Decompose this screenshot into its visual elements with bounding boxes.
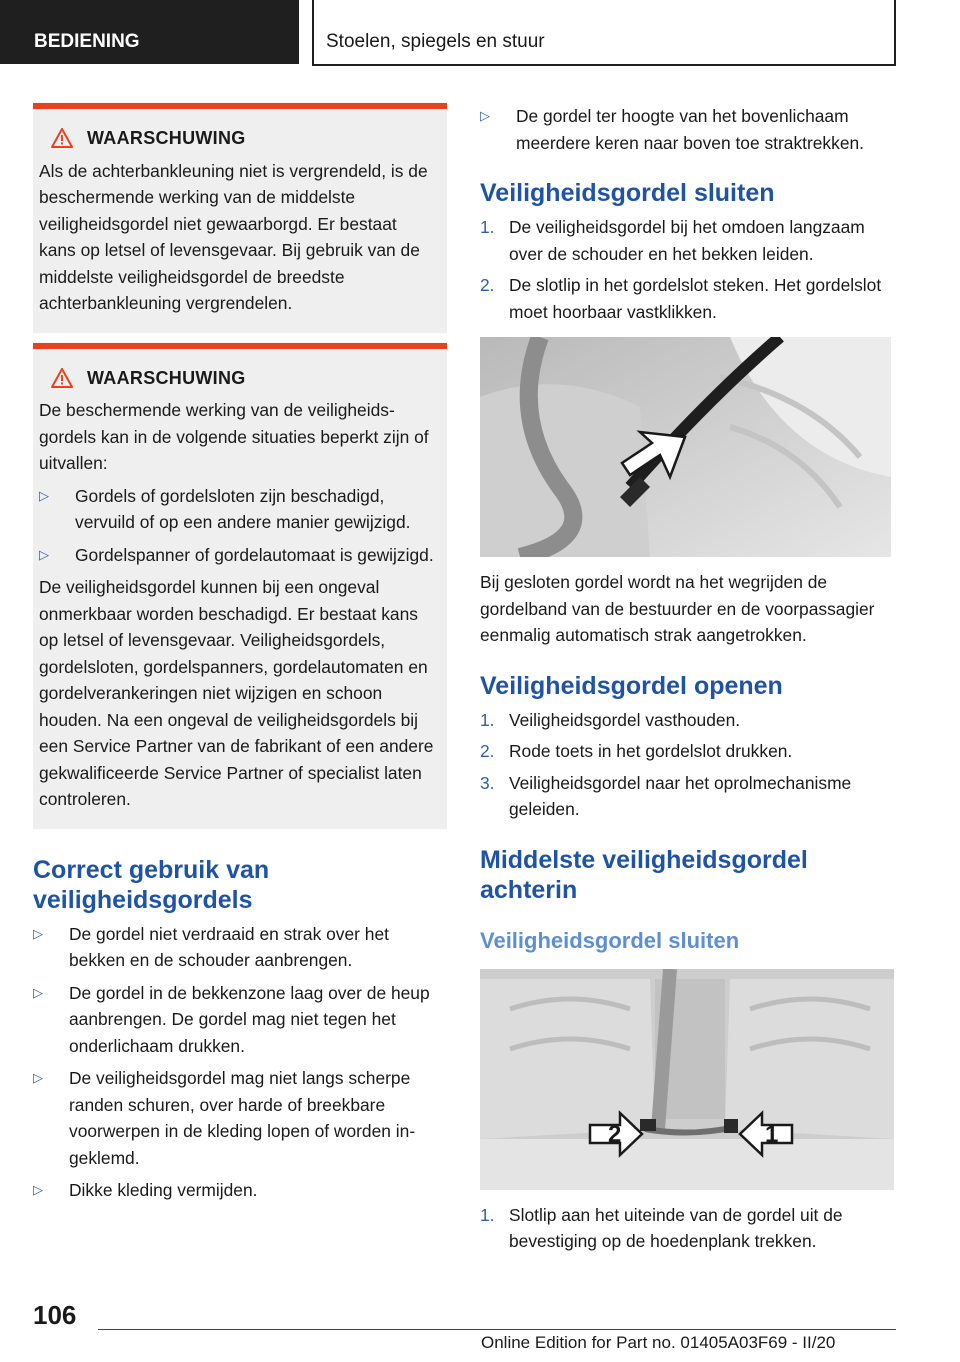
section-heading-close-belt: Veiligheidsgordel sluiten: [480, 179, 775, 207]
section-tab: BEDIENING: [0, 0, 299, 64]
warning-outro: De veiligheidsgordel kunnen bij een ongeval onmerkbaar worden beschadigd. Er bestaat kans op letsel of levensgevaar. Veiligheidsgordels, gordelsloten, gordelspanners, gordelautomaten en gordelverankeringen niet wijzigen en schoon houden. Na een ongeval de veiligheidsgordels bij een Service Partner van de fabrikant of een andere gekwalificeerde Service Partner of specialist laten controleren.: [39, 577, 434, 809]
footer-divider: [98, 1329, 896, 1330]
list-item: ▷ De gordel ter hoogte van het bovenlichaam meerdere keren naar boven toe straktrekken.: [480, 103, 892, 156]
list-item: ▷ Gordelspanner of gordelautomaat is gewijzigd.: [39, 542, 437, 569]
list-item: ▷ De veiligheidsgordel mag niet langs scherpe randen schuren, over harde of breekbare voorwerpen in de kleding lopen of worden ingeklemd.: [33, 1065, 447, 1171]
step-number: 3.: [480, 772, 495, 793]
open-belt-steps: [480, 707, 892, 823]
step-number: 2.: [480, 275, 495, 295]
warning-intro: De beschermende werking van de veiligheidsgordels kan in de volgende situaties beperkt zijn of uitvallen:: [39, 400, 429, 473]
edition-note: Online Edition for Part no. 01405A03F69 - II/20: [481, 1333, 836, 1352]
warning-text: Als de achterbankleuning niet is vergrendeld, is de beschermende werking van de middelste veiligheidsgordel niet gewaarborgd. Er bestaat kans op letsel of levensgevaar. Bij gebruik van de middelste veiligheidsgordel de breedste achterbankleuning vergrendelen.: [39, 160, 428, 313]
step-number: 2.: [480, 741, 495, 761]
warning-title: [39, 365, 437, 392]
triangle-bullet-icon: ▷: [480, 108, 490, 123]
figure-label-2: 2: [608, 1120, 622, 1148]
chapter-title: Stoelen, spiegels en stuur: [312, 0, 896, 66]
list-item: 1. De veiligheidsgordel bij het omdoen langzaam over de schouder en het bekken leiden.: [480, 214, 892, 267]
list-item: 2. De slotlip in het gordelslot steken. Het gordelslot moet hoorbaar vastklikken.: [480, 272, 892, 325]
warning-list: [39, 483, 437, 569]
correct-use-list: [33, 921, 447, 1204]
list-item: 2. Rode toets in het gordelslot drukken.: [480, 738, 892, 765]
section-heading-correct-use: Correct gebruik van veiligheidsgordels: [33, 855, 270, 914]
front-seat-illustration: [480, 337, 891, 557]
triangle-bullet-icon: ▷: [39, 487, 49, 503]
warning-triangle-icon: [51, 128, 73, 148]
page-number: 106: [33, 1300, 77, 1330]
list-item: 1. Slotlip aan het uiteinde van de gordel uit de bevestiging op de hoedenplank trekken.: [480, 1202, 892, 1255]
warning-triangle-icon: [51, 368, 73, 388]
figure-label-1: 1: [765, 1120, 779, 1148]
triangle-bullet-icon: ▷: [33, 1070, 43, 1085]
front-seat-belt-image: [480, 337, 891, 557]
warning-title: [39, 125, 437, 152]
triangle-bullet-icon: ▷: [33, 984, 43, 1000]
warning-box-2: [33, 343, 447, 829]
close-belt-note: Bij gesloten gordel wordt na het wegrijden de gordelband van de bestuurder en de voorpassagier eenmalig automatisch strak aangetrokken.: [480, 572, 875, 645]
close-belt-steps: [480, 214, 892, 325]
step-number: 1.: [480, 217, 495, 237]
rear-seat-belt-image: [480, 969, 894, 1190]
section-heading-middle-belt: Middelste veiligheidsgordel achterin: [480, 845, 808, 904]
triangle-bullet-icon: ▷: [33, 1182, 43, 1197]
triangle-bullet-icon: ▷: [39, 546, 49, 562]
list-item: ▷ Gordels of gordelsloten zijn beschadigd, vervuild of op een andere manier gewijzigd.: [39, 483, 437, 536]
list-item: ▷ De gordel in de bekkenzone laag over de heup aanbrengen. De gordel mag niet tegen het onderlichaam drukken.: [33, 980, 447, 1060]
middle-belt-steps: [480, 1202, 892, 1255]
list-item: 1. Veiligheidsgordel vasthouden.: [480, 707, 892, 734]
list-item: 3. Veiligheidsgordel naar het oprolmechanisme geleiden.: [480, 770, 892, 823]
right-column: [480, 103, 892, 1260]
step-number: 1.: [480, 709, 495, 730]
left-column: [33, 103, 447, 1210]
section-heading-open-belt: Veiligheidsgordel openen: [480, 671, 783, 700]
step-number: 1.: [480, 1204, 495, 1225]
tighten-list: [480, 103, 892, 156]
triangle-bullet-icon: ▷: [33, 925, 43, 941]
warning-box-1: [33, 103, 447, 333]
list-item: ▷ Dikke kleding vermijden.: [33, 1177, 447, 1204]
warning-title-text: WAARSCHUWING: [87, 128, 246, 148]
warning-title-text: WAARSCHUWING: [87, 367, 246, 388]
list-item: ▷ De gordel niet verdraaid en strak over het bekken en de schouder aanbrengen.: [33, 921, 447, 974]
subheading-middle-close: Veiligheidsgordel sluiten: [480, 927, 740, 953]
